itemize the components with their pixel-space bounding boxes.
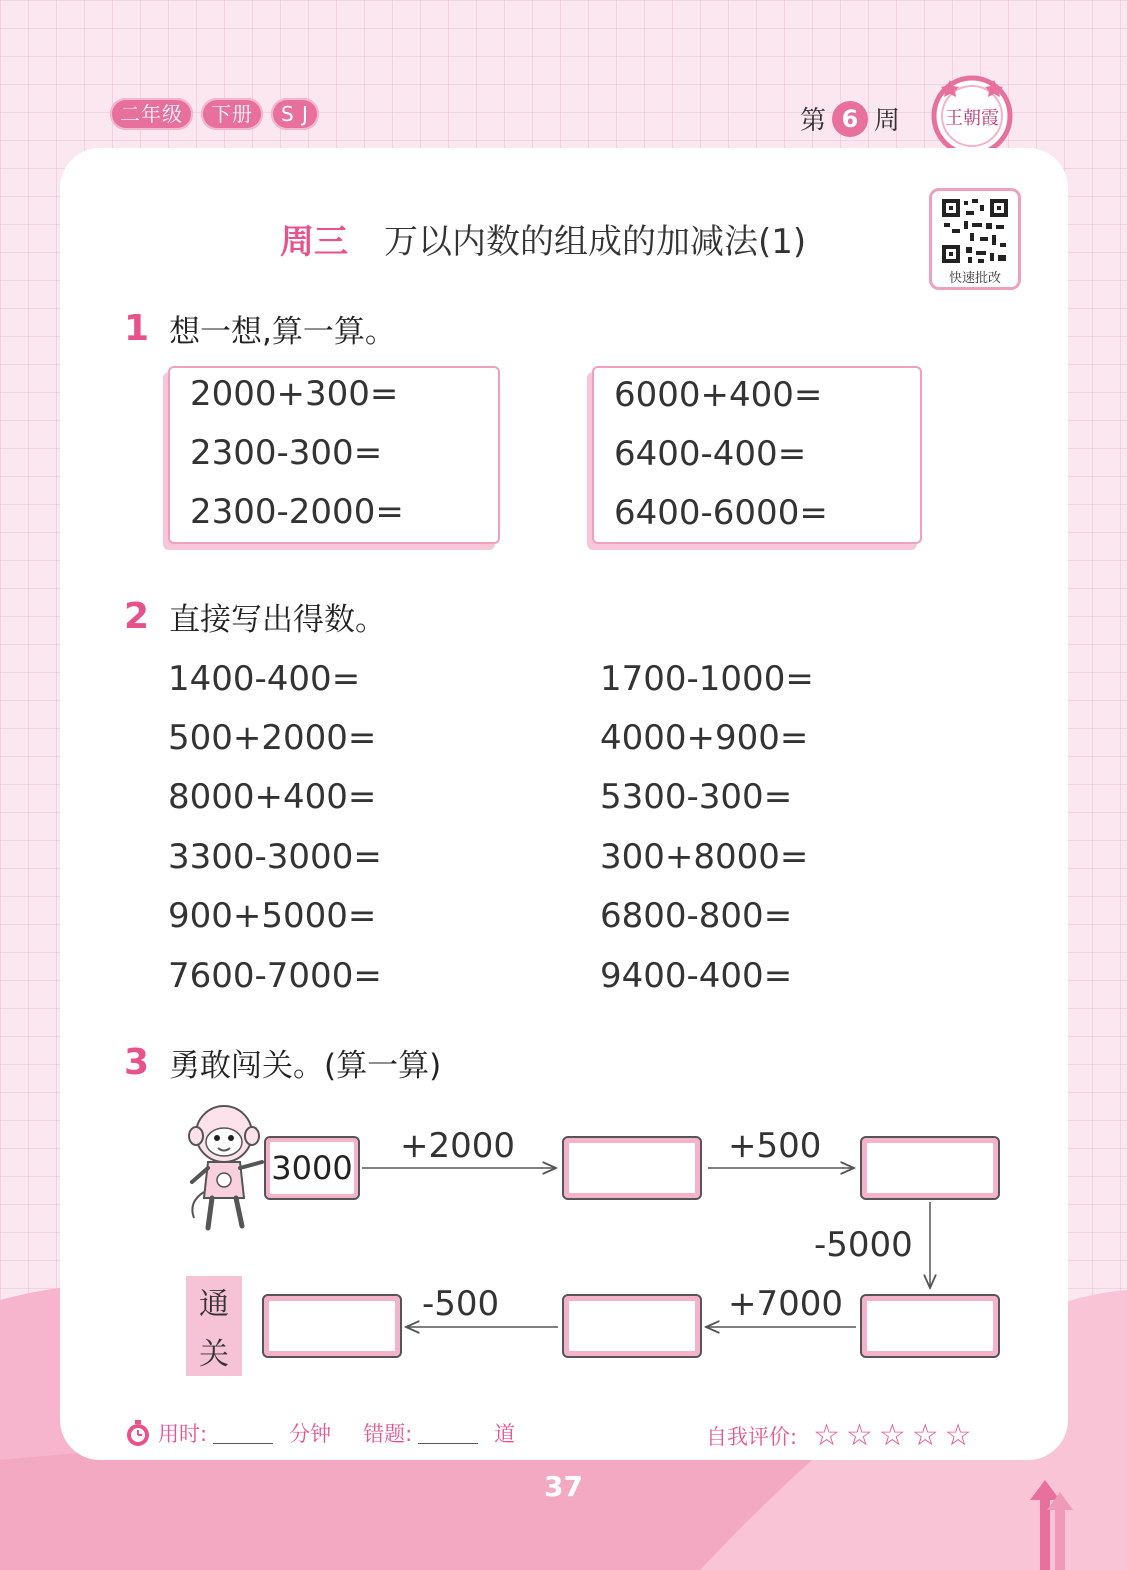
- equation: 7600-7000=: [168, 956, 382, 996]
- operation-label: +2000: [400, 1126, 516, 1166]
- week-suffix: 周: [874, 106, 901, 136]
- equation: 900+5000=: [168, 896, 377, 936]
- pass-char: 关: [199, 1337, 229, 1372]
- equation: 9400-400=: [600, 956, 793, 996]
- title-day: 周三: [280, 222, 348, 262]
- pass-char: 通: [199, 1287, 229, 1322]
- equation: 8000+400=: [168, 777, 377, 817]
- equation: 5300-300=: [600, 777, 793, 817]
- operation-label: +7000: [728, 1284, 844, 1324]
- equation: 4000+900=: [600, 718, 809, 758]
- errors-blank[interactable]: [418, 1423, 478, 1444]
- time-label: 用时:: [158, 1422, 208, 1446]
- equation: 6400-6000=: [614, 493, 828, 533]
- equation: 2300-2000=: [190, 492, 404, 532]
- equation: 6800-800=: [600, 896, 793, 936]
- rating-stars[interactable]: ☆☆☆☆☆: [813, 1418, 978, 1453]
- flow-start-value: 3000: [264, 1136, 360, 1200]
- footer-time: [124, 1418, 515, 1448]
- equation: 1400-400=: [168, 659, 361, 699]
- footer-self-eval: [706, 1418, 978, 1453]
- week-number: 6: [832, 101, 868, 137]
- stopwatch-icon: [124, 1418, 152, 1448]
- time-blank[interactable]: [213, 1423, 273, 1444]
- equation: 2300-300=: [190, 433, 383, 473]
- edition-tag: S J: [271, 98, 319, 130]
- time-unit: 分钟: [289, 1422, 332, 1446]
- operation-label: -5000: [814, 1225, 913, 1265]
- week-prefix: 第: [800, 106, 827, 136]
- equation: 3300-3000=: [168, 837, 382, 877]
- section-3-title: 勇敢闯关。(算一算): [169, 1048, 442, 1084]
- page-number: 37: [544, 1470, 583, 1503]
- operation-label: -500: [422, 1284, 500, 1324]
- section-2-title: 直接写出得数。: [169, 602, 387, 638]
- equation: 300+8000=: [600, 837, 809, 877]
- section-3-number: 3: [124, 1042, 150, 1083]
- equation: 6400-400=: [614, 434, 807, 474]
- operation-label: +500: [728, 1126, 822, 1166]
- title-topic: 万以内数的组成的加减法(1): [384, 222, 807, 262]
- section-2-number: 2: [124, 596, 150, 637]
- grade-tag: 二年级: [110, 98, 193, 130]
- section-1-title: 想一想,算一算。: [169, 314, 396, 350]
- equation: 1700-1000=: [600, 659, 814, 699]
- self-eval-label: 自我评价:: [706, 1424, 798, 1449]
- volume-tag: 下册: [201, 98, 263, 130]
- errors-label: 错题:: [363, 1422, 413, 1446]
- equation: 6000+400=: [614, 375, 823, 415]
- equation: 500+2000=: [168, 718, 377, 758]
- equation: 2000+300=: [190, 374, 399, 414]
- pass-label: [186, 1276, 242, 1376]
- svg-text:王朝霞: 王朝霞: [945, 108, 999, 129]
- qr-label: 快速批改: [948, 271, 1001, 286]
- errors-unit: 道: [494, 1422, 516, 1446]
- section-1-number: 1: [124, 308, 150, 349]
